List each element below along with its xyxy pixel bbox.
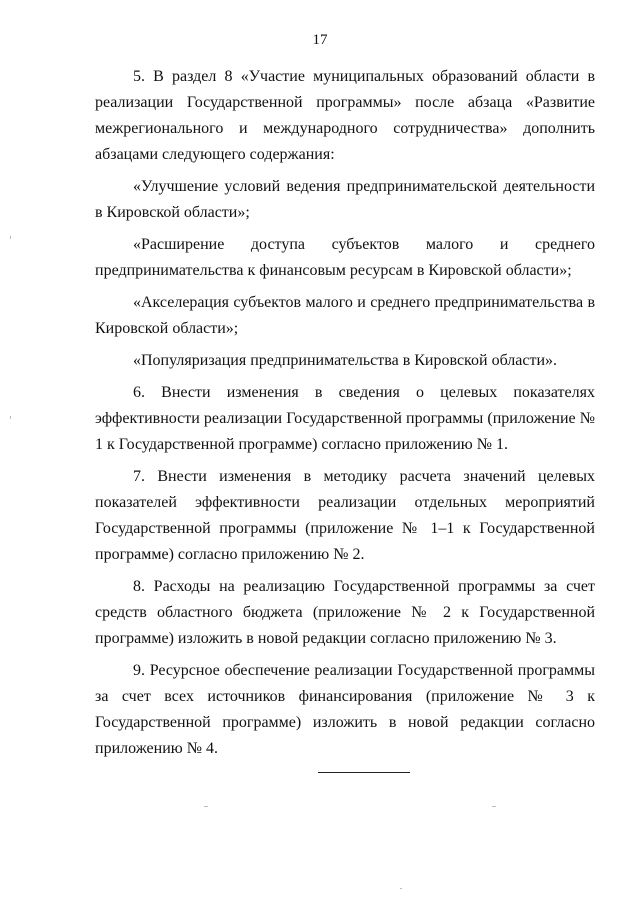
paragraph-item-5: 5. В раздел 8 «Участие муниципальных образований области в реализации Государственной программы» после абзаца «Развитие межрегионального и международного сотрудничества» дополнить абзацами следующего содержания: bbox=[95, 68, 595, 163]
scan-speck bbox=[204, 806, 208, 807]
paragraph-item-7: 7. Внести изменения в методику расчета значений целевых показателей эффективности реализации отдельных мероприятий Государственной программы (приложение № 1–1 к Государственной программе) согласно приложению № 2. bbox=[95, 468, 595, 563]
scan-speck bbox=[400, 888, 402, 889]
paragraph-quote-1: «Улучшение условий ведения предпринимательской деятельности в Кировской области»; bbox=[95, 178, 595, 221]
paragraph-quote-4: «Популяризация предпринимательства в Кировской области». bbox=[133, 352, 558, 369]
document-body bbox=[95, 64, 595, 768]
paragraph-quote-2: «Расширение доступа субъектов малого и среднего предпринимательства к финансовым ресурсам в Кировской области»; bbox=[95, 236, 595, 279]
page-number: 17 bbox=[312, 32, 328, 48]
scan-speck bbox=[492, 806, 496, 807]
end-separator-line bbox=[318, 772, 410, 773]
scan-speck bbox=[10, 236, 11, 239]
scan-speck bbox=[10, 416, 11, 419]
paragraph-item-6: 6. Внести изменения в сведения о целевых показателях эффективности реализации Государственной программы (приложение № 1 к Государственной программе) согласно приложению № 1. bbox=[95, 384, 595, 453]
paragraph-item-9: 9. Ресурсное обеспечение реализации Государственной программы за счет всех источников финансирования (приложение № 3 к Государственной программе) изложить в новой редакции согласно приложению № 4. bbox=[95, 662, 595, 757]
paragraph-quote-3: «Акселерация субъектов малого и среднего предпринимательства в Кировской области»; bbox=[95, 294, 595, 337]
paragraph-item-8: 8. Расходы на реализацию Государственной программы за счет средств областного бюджета (приложение № 2 к Государственной программе) изложить в новой редакции согласно приложению № 3. bbox=[95, 578, 595, 647]
